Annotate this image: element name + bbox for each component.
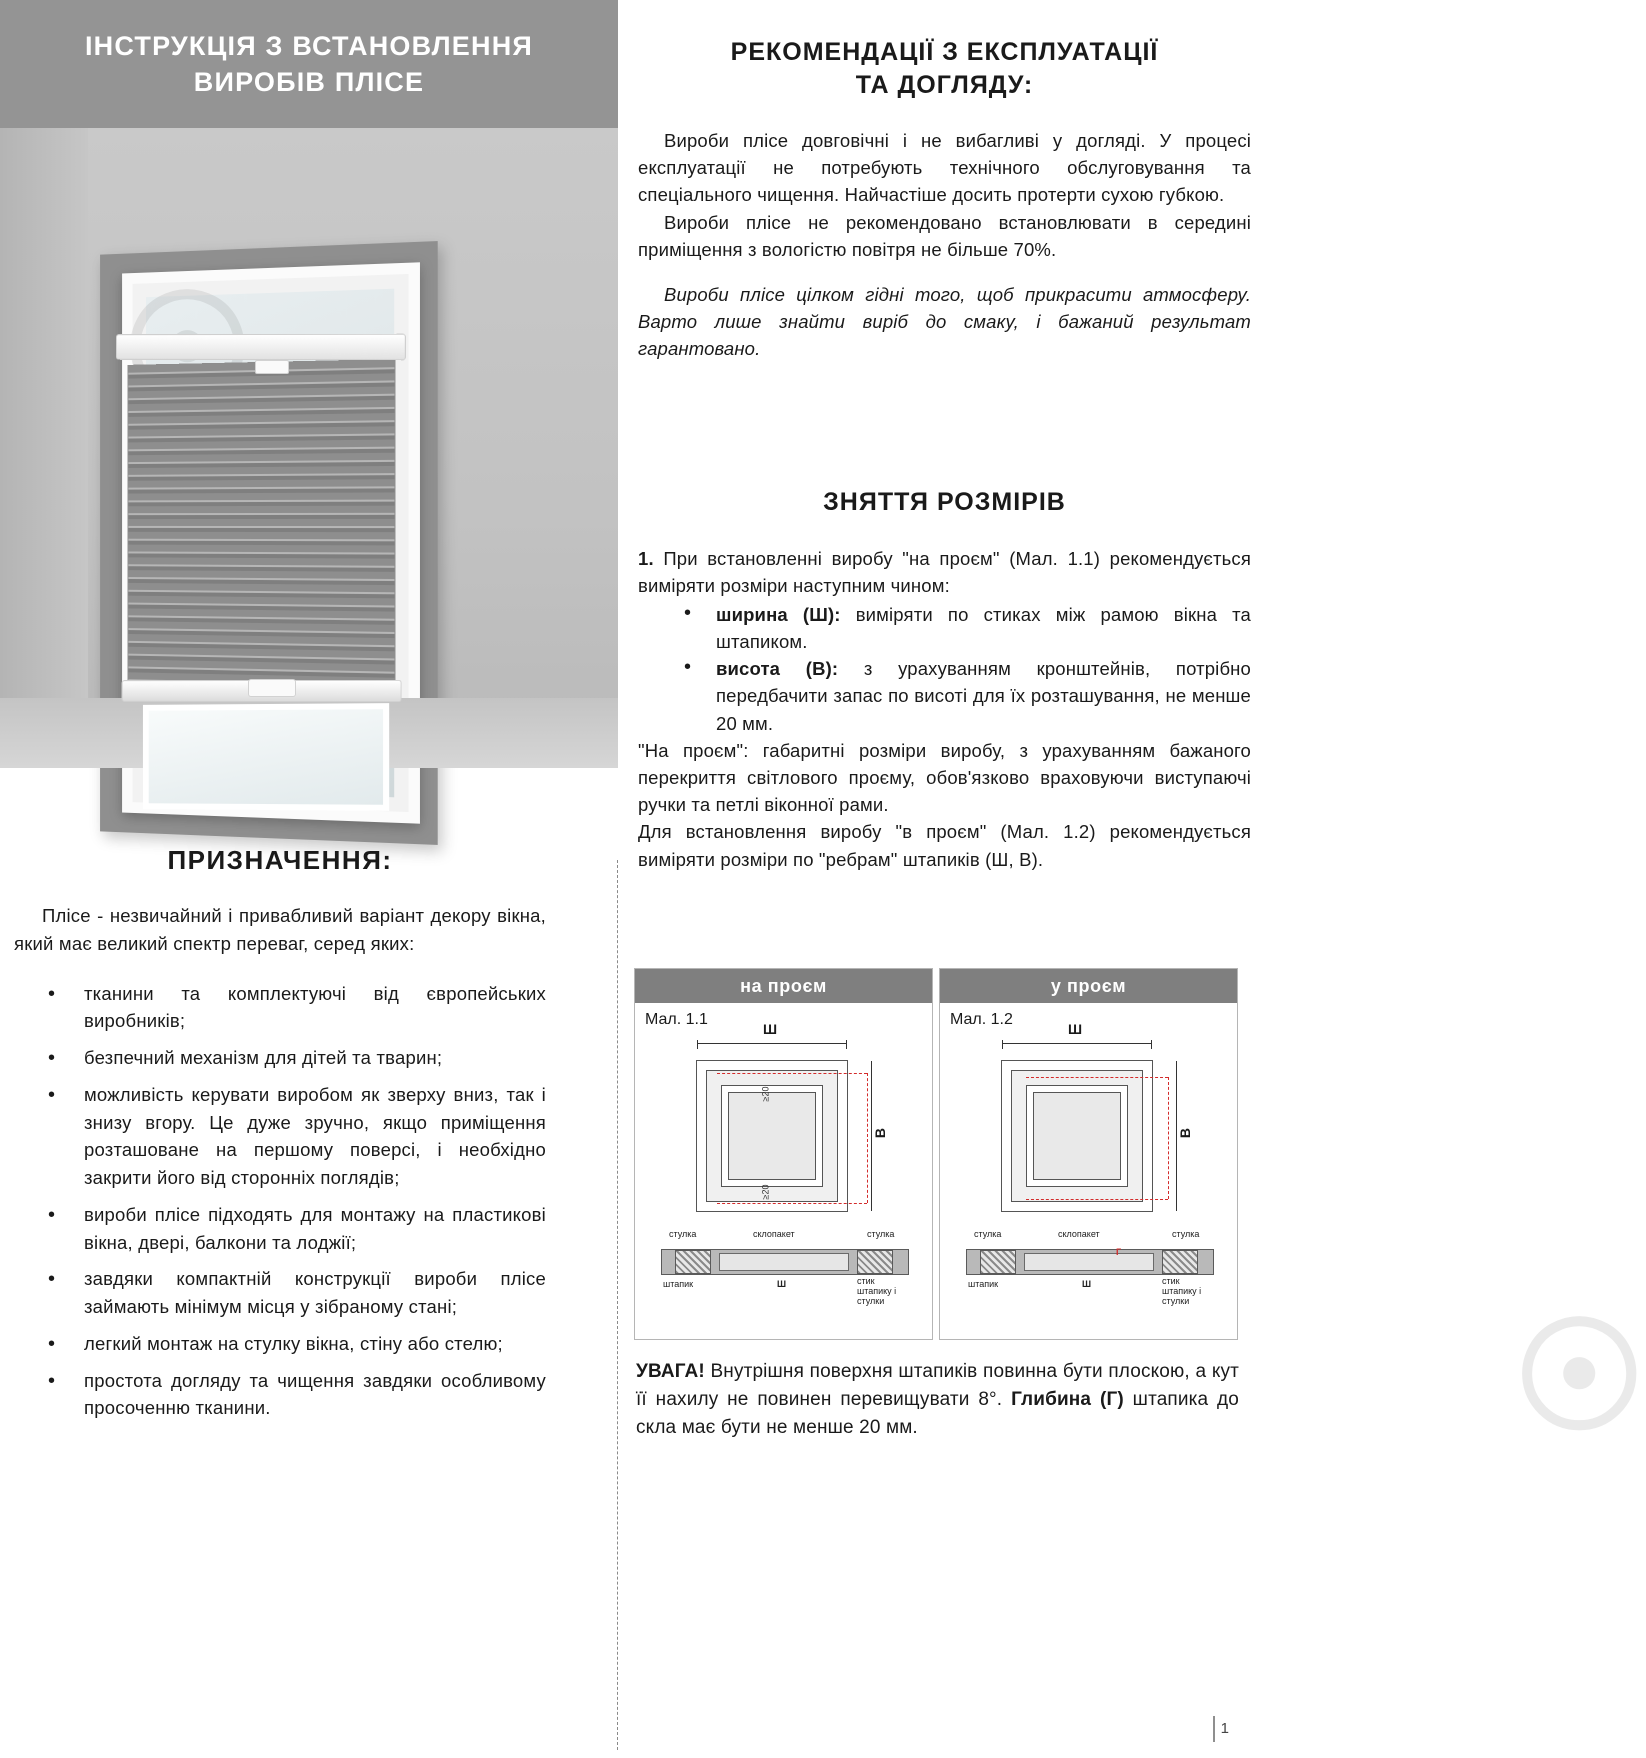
warning-text-2: штапика до скла має бути не менше 20 мм. — [636, 1388, 1240, 1438]
list-item: • безпечний механізм для дітей та тварин; — [14, 1044, 546, 1072]
figure-1-1-label-beading: штапик — [663, 1279, 694, 1289]
list-item: • простота догляду та чищення завдяки особливому просоченню тканини. — [14, 1367, 546, 1423]
list-item: • завдяки компактній конструкції вироби пліcе займають мінімум місця у зібраному стані; — [14, 1265, 546, 1321]
figure-1-1-red-bottom-line — [717, 1203, 867, 1204]
exploitation-heading — [638, 36, 1251, 101]
measuring-section — [638, 486, 1251, 873]
photo-pleated-fabric — [127, 359, 395, 687]
figure-1-1-section-hatch-right — [857, 1250, 893, 1274]
photo-bottom-grip — [248, 679, 296, 697]
figure-1-1-window-inner — [722, 1086, 822, 1186]
measuring-body — [638, 545, 1251, 873]
watermark-icon-2: ☉ — [1512, 1292, 1646, 1460]
figure-1-1-window-outer — [697, 1061, 847, 1211]
figure-1-1-width-label: Ш — [763, 1021, 778, 1037]
purpose-heading: ПРИЗНАЧЕННЯ: — [167, 845, 393, 875]
figure-1-2-label-width-bottom: Ш — [1082, 1279, 1092, 1289]
figure-1-2-label-sash-right: стулка — [1172, 1229, 1200, 1239]
photo-top-grip — [255, 360, 289, 374]
purpose-section — [0, 845, 560, 1431]
photo-headrail — [116, 334, 406, 361]
figure-1-1-label-sash-right: стулка — [867, 1229, 895, 1239]
figure-1-2-section-hatch-left — [980, 1250, 1016, 1274]
measuring-item-1-text: При встановленні виробу "на проєм" (Мал. 1.1) рекомендується виміряти розміри наступним чином: — [638, 547, 1251, 596]
exploitation-paragraph-1: Вироби пліcе довговічні і не вибагливі у догляді. У процесі експлуатації не потребують технічного обслуговування та спеціального чищення. Найчастіше досить протерти сухою губкою. — [638, 130, 1251, 206]
list-item: • тканини та комплектуючі від європейських виробників; — [14, 980, 546, 1036]
figure-1-2-depth-label: Г — [1116, 1247, 1122, 1257]
list-item: • можливість керувати виробом як зверху вниз, так і знизу вгору. Це дуже зручно, якщо приміщення розташоване на першому поверсі, і необхідно закрити його від сторонніх поглядів; — [14, 1081, 546, 1192]
figure-1-1-header: на проєм — [635, 969, 932, 1003]
figure-1-2-red-bottom-line — [1026, 1199, 1168, 1200]
figure-1-2-window-outer — [1002, 1061, 1152, 1211]
figure-1-2-red-right-line — [1168, 1077, 1169, 1199]
figure-1-2-height-label: В — [1177, 1127, 1194, 1139]
figure-1-2-red-top-line — [1026, 1077, 1168, 1078]
figure-1-1-caption: Мал. 1.1 — [645, 1011, 708, 1028]
warning-block — [636, 1358, 1239, 1442]
exploitation-paragraph-2: Вироби пліcе не рекомендовано встановлювати в середині приміщення з вологістю повітря не більше 70%. — [638, 211, 1251, 260]
figure-1-1-body — [635, 1003, 932, 1339]
page-title-line2: ВИРОБІВ ПЛІСЕ — [193, 67, 425, 97]
bullet-text: виміряти по стиках між рамою вікна та штапиком. — [716, 603, 1251, 653]
figure-1-2-label-glass-unit: склопакет — [1058, 1229, 1100, 1239]
list-item — [638, 655, 1251, 737]
figure-1-1-width-dimension — [697, 1043, 847, 1044]
bullet-strong: висота (В): — [716, 658, 839, 680]
figure-1-1-gap-top-label: ≥20 — [760, 1086, 771, 1102]
product-photo — [0, 128, 618, 768]
warning-text-1: Внутрішня поверхня штапиків повинна бути плоскою, а кут її нахилу не повинен перевищувати 8°. — [636, 1361, 1239, 1410]
purpose-intro: Пліcе - незвичайний і привабливий варіант декору вікна, який має великий спектр переваг, серед яких: — [14, 905, 546, 954]
figure-1-2-body — [940, 1003, 1237, 1339]
photo-open-lower-glass — [143, 703, 389, 811]
exploitation-paragraph-3: Вироби пліcе цілком гідні того, щоб прикрасити атмосферу. Варто лише знайти виріб до смаку, і бажаний результат гарантовано. — [638, 283, 1251, 360]
measuring-paragraph-after-2: Для встановлення виробу "в проєм" (Мал. 1.2) рекомендується виміряти розміри по "ребрам" штапиків (Ш, В). — [638, 821, 1251, 870]
page-number — [1213, 1716, 1229, 1742]
figure-1-2-width-label: Ш — [1068, 1021, 1083, 1037]
page-number-value: 1 — [1220, 1719, 1229, 1737]
figure-1-2-section-view — [966, 1229, 1214, 1306]
document-title-band — [0, 0, 618, 128]
right-column — [632, 0, 1646, 1758]
figure-1-1-red-right-line — [867, 1073, 868, 1203]
figure-1-2 — [939, 968, 1238, 1340]
figure-1-1-label-joint: стик штапику і стулки — [857, 1276, 897, 1306]
exploitation-heading-line2: ТА ДОГЛЯДУ: — [855, 70, 1034, 99]
list-item — [638, 601, 1251, 655]
figure-1-1-section-view — [661, 1229, 909, 1306]
figure-1-1-label-width-bottom: Ш — [777, 1279, 787, 1289]
figure-1-1-gap-bottom-label: ≥20 — [760, 1184, 771, 1200]
figure-1-1-label-sash-left: стулка — [669, 1229, 697, 1239]
measuring-paragraph-after-1: "На проєм": габаритні розміри виробу, з урахуванням бажаного перекриття світлового проєму, обов'язково враховуючи виступаючі ручки та петлі віконної рами. — [638, 739, 1251, 816]
figure-1-2-section-glass — [1024, 1253, 1154, 1271]
measuring-bullet-list — [638, 601, 1251, 737]
figure-1-2-label-joint: стик штапику і стулки — [1162, 1276, 1202, 1306]
figure-1-1-height-label: В — [872, 1127, 889, 1139]
figure-1-2-label-beading: штапик — [968, 1279, 999, 1289]
left-column — [0, 0, 618, 1758]
figures-row — [634, 968, 1239, 1340]
figure-1-2-header: у проєм — [940, 969, 1237, 1003]
bullet-strong: ширина (Ш): — [716, 603, 841, 625]
figure-1-2-label-sash-left: стулка — [974, 1229, 1002, 1239]
photo-wall — [0, 128, 88, 768]
warning-strong-2: Глибина (Г) — [1011, 1388, 1124, 1410]
figure-1-1 — [634, 968, 933, 1340]
page-title — [85, 28, 533, 101]
column-divider — [617, 860, 618, 1750]
warning-label: УВАГА! — [636, 1361, 705, 1382]
measuring-item-1 — [638, 545, 1251, 599]
figure-1-2-width-dimension — [1002, 1043, 1152, 1044]
bullet-text: з урахуванням кронштейнів, потрібно передбачити запас по висоті для їх розташування, не менше 20 мм. — [716, 658, 1251, 734]
figure-1-1-section-glass — [719, 1253, 849, 1271]
page-number-rule — [1213, 1716, 1215, 1742]
page-title-line1: ІНСТРУКЦІЯ З ВСТАНОВЛЕННЯ — [84, 30, 534, 61]
figure-1-1-section-hatch-left — [675, 1250, 711, 1274]
list-item: • вироби пліcе підходять для монтажу на пластикові вікна, двері, балкони та лоджії; — [14, 1201, 546, 1257]
exploitation-section — [638, 36, 1251, 363]
purpose-bullet-list — [14, 980, 546, 1423]
list-item: • легкий монтаж на стулку вікна, стіну або стелю; — [14, 1330, 546, 1358]
figure-1-1-label-glass-unit: склопакет — [753, 1229, 795, 1239]
measuring-heading: ЗНЯТТЯ РОЗМІРІВ — [823, 488, 1066, 516]
measuring-item-1-number: 1. — [638, 547, 654, 569]
exploitation-body — [638, 127, 1251, 363]
figure-1-2-section-hatch-right — [1162, 1250, 1198, 1274]
figure-1-1-red-top-line — [717, 1073, 867, 1074]
figure-1-2-caption: Мал. 1.2 — [950, 1011, 1013, 1028]
figure-1-2-window-inner — [1027, 1086, 1127, 1186]
exploitation-heading-line1: РЕКОМЕНДАЦІЇ З ЕКСПЛУАТАЦІЇ — [730, 38, 1159, 66]
